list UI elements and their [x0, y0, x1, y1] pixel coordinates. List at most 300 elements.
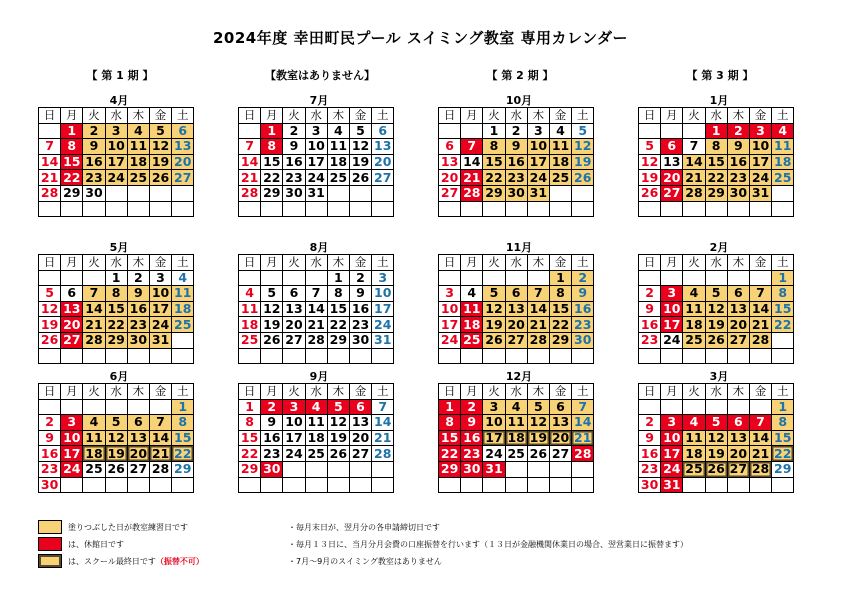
- day-cell: 26: [572, 170, 594, 186]
- weekday-header: 木: [127, 384, 149, 400]
- day-cell: 11: [172, 286, 194, 302]
- day-cell: 23: [283, 170, 305, 186]
- empty-cell: [239, 348, 261, 364]
- day-cell: 17: [661, 446, 683, 462]
- day-cell: 5: [705, 415, 727, 431]
- empty-cell: [749, 399, 771, 415]
- day-cell: 19: [527, 430, 549, 446]
- day-cell: 3: [105, 123, 127, 139]
- day-cell: 22: [772, 446, 794, 462]
- period-label-2: 【 第 2 期 】: [486, 69, 554, 82]
- day-cell: 21: [39, 170, 61, 186]
- day-cell: 28: [527, 332, 549, 348]
- day-cell: 16: [127, 301, 149, 317]
- day-cell: 31: [483, 461, 505, 477]
- day-cell: 10: [527, 139, 549, 155]
- day-cell: 1: [105, 270, 127, 286]
- day-cell: 10: [61, 430, 83, 446]
- weekday-header: 金: [749, 384, 771, 400]
- day-cell: 22: [261, 170, 283, 186]
- empty-cell: [705, 477, 727, 493]
- day-cell: 3: [283, 399, 305, 415]
- day-cell: 11: [549, 139, 571, 155]
- weekday-header: 月: [61, 255, 83, 271]
- day-cell: 23: [572, 317, 594, 333]
- day-cell: 11: [83, 430, 105, 446]
- day-cell: 1: [261, 123, 283, 139]
- empty-cell: [749, 201, 771, 217]
- day-cell: 23: [39, 461, 61, 477]
- weekday-header: 金: [149, 108, 171, 124]
- day-cell: 14: [527, 301, 549, 317]
- day-cell: 26: [639, 185, 661, 201]
- day-cell: 13: [127, 430, 149, 446]
- day-cell: 28: [749, 332, 771, 348]
- empty-cell: [349, 185, 371, 201]
- empty-cell: [683, 123, 705, 139]
- empty-cell: [283, 270, 305, 286]
- day-cell: 1: [172, 399, 194, 415]
- day-cell: 17: [305, 154, 327, 170]
- empty-cell: [683, 201, 705, 217]
- empty-cell: [327, 477, 349, 493]
- day-cell: 14: [239, 154, 261, 170]
- day-cell: 25: [683, 461, 705, 477]
- day-cell: 31: [149, 332, 171, 348]
- day-cell: 19: [327, 430, 349, 446]
- day-cell: 15: [261, 154, 283, 170]
- page-title: 2024年度 幸田町民プール スイミング教室 専用カレンダー: [212, 29, 629, 47]
- weekday-header: 木: [327, 255, 349, 271]
- empty-cell: [461, 123, 483, 139]
- weekday-header: 月: [61, 384, 83, 400]
- empty-cell: [639, 201, 661, 217]
- weekday-header: 水: [105, 384, 127, 400]
- day-cell: 4: [549, 123, 571, 139]
- day-cell: 2: [727, 123, 749, 139]
- weekday-header: 火: [483, 384, 505, 400]
- empty-cell: [172, 332, 194, 348]
- day-cell: 22: [705, 170, 727, 186]
- day-cell: 24: [749, 170, 771, 186]
- day-cell: 1: [61, 123, 83, 139]
- empty-cell: [749, 348, 771, 364]
- day-cell: 24: [483, 446, 505, 462]
- day-cell: 26: [527, 446, 549, 462]
- empty-cell: [172, 201, 194, 217]
- day-cell: 7: [149, 415, 171, 431]
- empty-cell: [61, 477, 83, 493]
- month-calendar: [38, 383, 194, 493]
- day-cell: 25: [327, 170, 349, 186]
- day-cell: 21: [749, 446, 771, 462]
- empty-cell: [461, 201, 483, 217]
- weekday-header: 土: [372, 384, 394, 400]
- day-cell: 10: [372, 286, 394, 302]
- weekday-header: 日: [639, 384, 661, 400]
- weekday-header: 木: [327, 384, 349, 400]
- weekday-header: 月: [261, 255, 283, 271]
- period-label-1: 【 第 1 期 】: [86, 69, 154, 82]
- month-title: 10月: [505, 94, 533, 107]
- day-cell: 26: [349, 170, 371, 186]
- day-cell: 17: [283, 430, 305, 446]
- empty-cell: [105, 399, 127, 415]
- day-cell: 7: [305, 286, 327, 302]
- empty-cell: [683, 477, 705, 493]
- day-cell: 23: [505, 170, 527, 186]
- empty-cell: [127, 185, 149, 201]
- day-cell: 2: [572, 270, 594, 286]
- day-cell: 29: [483, 185, 505, 201]
- empty-cell: [305, 201, 327, 217]
- day-cell: 24: [661, 461, 683, 477]
- day-cell: 14: [461, 154, 483, 170]
- day-cell: 2: [505, 123, 527, 139]
- month-calendar: [438, 254, 594, 364]
- legend-swatch-holiday: [38, 537, 62, 551]
- empty-cell: [683, 399, 705, 415]
- weekday-header: 水: [105, 255, 127, 271]
- day-cell: 23: [261, 446, 283, 462]
- weekday-header: 金: [549, 255, 571, 271]
- day-cell: 9: [461, 415, 483, 431]
- empty-cell: [461, 477, 483, 493]
- day-cell: 20: [727, 317, 749, 333]
- empty-cell: [549, 201, 571, 217]
- day-cell: 3: [305, 123, 327, 139]
- empty-cell: [61, 201, 83, 217]
- day-cell: 30: [639, 477, 661, 493]
- empty-cell: [772, 201, 794, 217]
- empty-cell: [683, 348, 705, 364]
- day-cell: 8: [105, 286, 127, 302]
- day-cell: 15: [172, 430, 194, 446]
- weekday-header: 金: [549, 108, 571, 124]
- month-title: 8月: [309, 241, 329, 254]
- day-cell: 17: [61, 446, 83, 462]
- day-cell: 2: [261, 399, 283, 415]
- day-cell: 26: [705, 332, 727, 348]
- empty-cell: [461, 348, 483, 364]
- weekday-header: 木: [727, 108, 749, 124]
- day-cell: 1: [772, 270, 794, 286]
- month-calendar: [238, 254, 394, 364]
- day-cell: 20: [172, 154, 194, 170]
- day-cell: 4: [683, 286, 705, 302]
- month-calendar: [638, 254, 794, 364]
- day-cell: 10: [105, 139, 127, 155]
- weekday-header: 土: [172, 108, 194, 124]
- day-cell: 13: [727, 301, 749, 317]
- empty-cell: [572, 461, 594, 477]
- weekday-header: 日: [639, 255, 661, 271]
- day-cell: 21: [305, 317, 327, 333]
- empty-cell: [572, 348, 594, 364]
- day-cell: 19: [705, 317, 727, 333]
- empty-cell: [527, 201, 549, 217]
- weekday-header: 月: [461, 384, 483, 400]
- weekday-header: 土: [172, 255, 194, 271]
- day-cell: 22: [239, 446, 261, 462]
- empty-cell: [639, 123, 661, 139]
- day-cell: 13: [549, 415, 571, 431]
- day-cell: 9: [83, 139, 105, 155]
- day-cell: 27: [727, 332, 749, 348]
- month-title: 2月: [709, 241, 729, 254]
- empty-cell: [39, 348, 61, 364]
- day-cell: 11: [683, 430, 705, 446]
- day-cell: 22: [772, 317, 794, 333]
- empty-cell: [527, 477, 549, 493]
- empty-cell: [572, 477, 594, 493]
- day-cell: 5: [261, 286, 283, 302]
- empty-cell: [305, 461, 327, 477]
- day-cell: 28: [372, 446, 394, 462]
- weekday-header: 土: [572, 108, 594, 124]
- day-cell: 16: [505, 154, 527, 170]
- day-cell: 15: [772, 301, 794, 317]
- day-cell: 28: [461, 185, 483, 201]
- weekday-header: 水: [305, 384, 327, 400]
- empty-cell: [261, 348, 283, 364]
- empty-cell: [239, 477, 261, 493]
- empty-cell: [661, 201, 683, 217]
- day-cell: 18: [549, 154, 571, 170]
- empty-cell: [505, 477, 527, 493]
- day-cell: 20: [439, 170, 461, 186]
- day-cell: 19: [483, 317, 505, 333]
- day-cell: 2: [349, 270, 371, 286]
- day-cell: 17: [372, 301, 394, 317]
- day-cell: 14: [572, 415, 594, 431]
- empty-cell: [327, 348, 349, 364]
- day-cell: 2: [39, 415, 61, 431]
- weekday-header: 水: [505, 384, 527, 400]
- empty-cell: [372, 461, 394, 477]
- day-cell: 30: [572, 332, 594, 348]
- month-title: 9月: [309, 370, 329, 383]
- empty-cell: [639, 399, 661, 415]
- day-cell: 1: [239, 399, 261, 415]
- empty-cell: [283, 477, 305, 493]
- weekday-header: 木: [527, 108, 549, 124]
- day-cell: 4: [239, 286, 261, 302]
- day-cell: 5: [39, 286, 61, 302]
- weekday-header: 土: [772, 255, 794, 271]
- day-cell: 2: [461, 399, 483, 415]
- empty-cell: [149, 348, 171, 364]
- day-cell: 4: [127, 123, 149, 139]
- weekday-header: 木: [527, 255, 549, 271]
- day-cell: 7: [527, 286, 549, 302]
- weekday-header: 金: [749, 108, 771, 124]
- legend-last-day-text: は、スクール最終日です: [68, 557, 156, 566]
- empty-cell: [661, 399, 683, 415]
- day-cell: 12: [705, 430, 727, 446]
- empty-cell: [372, 477, 394, 493]
- day-cell: 3: [439, 286, 461, 302]
- day-cell: 19: [349, 154, 371, 170]
- empty-cell: [261, 477, 283, 493]
- day-cell: 17: [105, 154, 127, 170]
- day-cell: 4: [505, 399, 527, 415]
- day-cell: 7: [749, 415, 771, 431]
- day-cell: 23: [639, 332, 661, 348]
- weekday-header: 土: [572, 384, 594, 400]
- day-cell: 21: [683, 170, 705, 186]
- month-calendar: [638, 383, 794, 493]
- month-calendar: [438, 107, 594, 217]
- day-cell: 24: [661, 332, 683, 348]
- day-cell: 20: [549, 430, 571, 446]
- day-cell: 3: [749, 123, 771, 139]
- day-cell: 2: [639, 415, 661, 431]
- day-cell: 3: [527, 123, 549, 139]
- empty-cell: [83, 477, 105, 493]
- day-cell: 13: [372, 139, 394, 155]
- weekday-header: 土: [372, 108, 394, 124]
- day-cell: 10: [483, 415, 505, 431]
- day-cell: 30: [505, 185, 527, 201]
- day-cell: 27: [439, 185, 461, 201]
- empty-cell: [283, 348, 305, 364]
- empty-cell: [105, 477, 127, 493]
- day-cell: 29: [239, 461, 261, 477]
- weekday-header: 月: [661, 255, 683, 271]
- day-cell: 15: [439, 430, 461, 446]
- day-cell: 28: [39, 185, 61, 201]
- day-cell: 8: [483, 139, 505, 155]
- day-cell: 17: [661, 317, 683, 333]
- day-cell: 5: [639, 139, 661, 155]
- weekday-header: 土: [372, 255, 394, 271]
- empty-cell: [327, 185, 349, 201]
- day-cell: 5: [705, 286, 727, 302]
- empty-cell: [527, 348, 549, 364]
- day-cell: 7: [572, 399, 594, 415]
- empty-cell: [172, 185, 194, 201]
- day-cell: 8: [239, 415, 261, 431]
- day-cell: 5: [349, 123, 371, 139]
- empty-cell: [461, 270, 483, 286]
- day-cell: 25: [172, 317, 194, 333]
- day-cell: 8: [705, 139, 727, 155]
- day-cell: 3: [661, 286, 683, 302]
- weekday-header: 木: [127, 255, 149, 271]
- weekday-header: 火: [483, 255, 505, 271]
- day-cell: 20: [372, 154, 394, 170]
- day-cell: 29: [327, 332, 349, 348]
- day-cell: 28: [83, 332, 105, 348]
- day-cell: 9: [39, 430, 61, 446]
- day-cell: 18: [327, 154, 349, 170]
- empty-cell: [127, 477, 149, 493]
- day-cell: 25: [683, 332, 705, 348]
- day-cell: 16: [283, 154, 305, 170]
- weekday-header: 土: [772, 108, 794, 124]
- weekday-header: 火: [83, 255, 105, 271]
- weekday-header: 水: [505, 108, 527, 124]
- day-cell: 16: [83, 154, 105, 170]
- day-cell: 11: [327, 139, 349, 155]
- empty-cell: [372, 201, 394, 217]
- day-cell: 1: [483, 123, 505, 139]
- weekday-header: 日: [439, 255, 461, 271]
- weekday-header: 土: [172, 384, 194, 400]
- day-cell: 30: [261, 461, 283, 477]
- empty-cell: [172, 477, 194, 493]
- legend-swatch-last-day: [38, 554, 62, 568]
- day-cell: 29: [261, 185, 283, 201]
- day-cell: 17: [527, 154, 549, 170]
- day-cell: 12: [483, 301, 505, 317]
- day-cell: 6: [505, 286, 527, 302]
- empty-cell: [727, 477, 749, 493]
- day-cell: 18: [172, 301, 194, 317]
- day-cell: 6: [172, 123, 194, 139]
- day-cell: 6: [439, 139, 461, 155]
- day-cell: 27: [661, 185, 683, 201]
- day-cell: 16: [461, 430, 483, 446]
- day-cell: 29: [439, 461, 461, 477]
- empty-cell: [772, 332, 794, 348]
- empty-cell: [372, 348, 394, 364]
- day-cell: 1: [327, 270, 349, 286]
- day-cell: 13: [283, 301, 305, 317]
- day-cell: 15: [105, 301, 127, 317]
- day-cell: 28: [749, 461, 771, 477]
- day-cell: 16: [639, 446, 661, 462]
- day-cell: 9: [639, 430, 661, 446]
- day-cell: 31: [527, 185, 549, 201]
- empty-cell: [39, 123, 61, 139]
- day-cell: 26: [327, 446, 349, 462]
- empty-cell: [727, 348, 749, 364]
- day-cell: 8: [261, 139, 283, 155]
- month-title: 5月: [109, 241, 129, 254]
- empty-cell: [349, 461, 371, 477]
- weekday-header: 木: [727, 384, 749, 400]
- day-cell: 27: [349, 446, 371, 462]
- day-cell: 17: [149, 301, 171, 317]
- empty-cell: [749, 270, 771, 286]
- day-cell: 4: [172, 270, 194, 286]
- day-cell: 30: [39, 477, 61, 493]
- day-cell: 23: [727, 170, 749, 186]
- day-cell: 27: [61, 332, 83, 348]
- empty-cell: [639, 348, 661, 364]
- empty-cell: [661, 270, 683, 286]
- note-no-class: ・7月～9月のスイミング教室はありません: [288, 557, 442, 566]
- day-cell: 16: [349, 301, 371, 317]
- empty-cell: [349, 201, 371, 217]
- empty-cell: [305, 348, 327, 364]
- day-cell: 11: [239, 301, 261, 317]
- weekday-header: 日: [239, 384, 261, 400]
- day-cell: 20: [61, 317, 83, 333]
- day-cell: 24: [283, 446, 305, 462]
- empty-cell: [505, 201, 527, 217]
- month-calendar: [38, 107, 194, 217]
- day-cell: 3: [661, 415, 683, 431]
- day-cell: 9: [727, 139, 749, 155]
- day-cell: 16: [572, 301, 594, 317]
- weekday-header: 火: [283, 255, 305, 271]
- weekday-header: 日: [239, 255, 261, 271]
- day-cell: 12: [349, 139, 371, 155]
- weekday-header: 日: [639, 108, 661, 124]
